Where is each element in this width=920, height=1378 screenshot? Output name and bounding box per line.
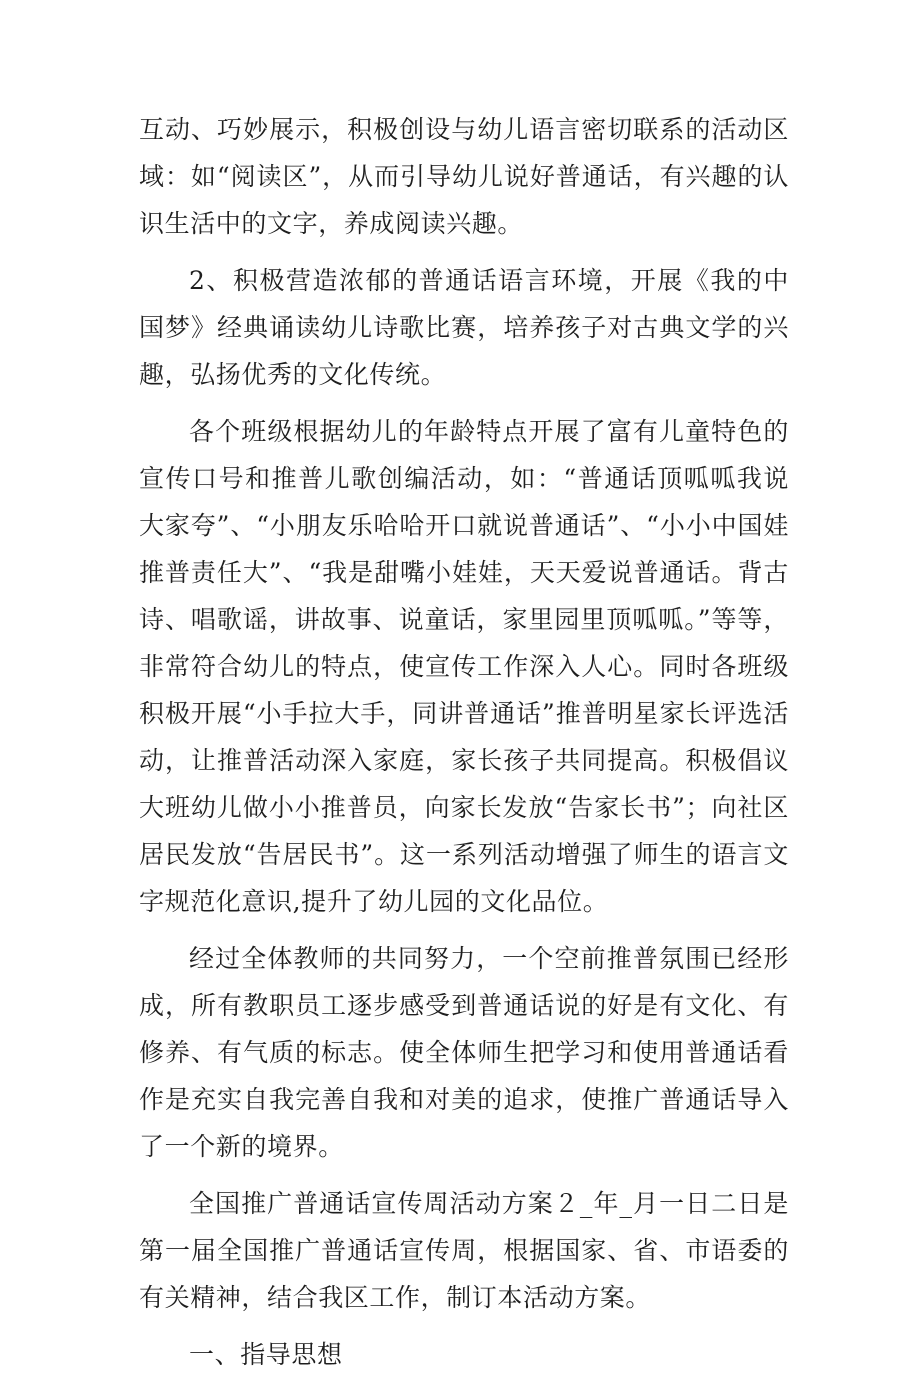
section-heading-guiding-ideology: 一、指导思想 (189, 1340, 343, 1369)
paragraph-reading-area: 互动、巧妙展示，积极创设与幼儿语言密切联系的活动区域：如“阅读区”，从而引导幼儿说好普通话，有兴趣的认识生活中的文字，养成阅读兴趣。 (139, 115, 789, 238)
paragraph-promotion-week-plan: 全国推广普通话宣传周活动方案２_年_月一日二日是第一届全国推广普通话宣传周，根据国家、省、市语委的有关精神，结合我区工作，制订本活动方案。 (139, 1189, 789, 1312)
paragraph-class-activities: 各个班级根据幼儿的年龄特点开展了富有儿童特色的宣传口号和推普儿歌创编活动，如：“普通话顶呱呱我说大家夸”、“小朋友乐哈哈开口就说普通话”、“小小中国娃推普责任大”、“我是甜嘴小娃娃，天天爱说普通话。背古诗、唱歌谣，讲故事、说童话，家里园里顶呱呱。”等等，非常符合幼儿的特点，使宣传工作深入人心。同时各班级积极开展“小手拉大手，同讲普通话”推普明星家长评选活动，让推普活动深入家庭，家长孩子共同提高。积极倡议大班幼儿做小小推普员，向家长发放“告家长书”；向社区居民发放“告居民书”。这一系列活动增强了师生的语言文字规范化意识,提升了幼儿园的文化品位。 (139, 417, 789, 916)
paragraph-teacher-efforts: 经过全体教师的共同努力，一个空前推普氛围已经形成，所有教职员工逐步感受到普通话说的好是有文化、有修养、有气质的标志。使全体师生把学习和使用普通话看作是充实自我完善自我和对美的追求，使推广普通话导入了一个新的境界。 (139, 944, 789, 1161)
document-body (139, 106, 789, 1378)
paragraph-poetry-contest: 2、积极营造浓郁的普通话语言环境，开展《我的中国梦》经典诵读幼儿诗歌比赛，培养孩子对古典文学的兴趣，弘扬优秀的文化传统。 (139, 266, 789, 389)
